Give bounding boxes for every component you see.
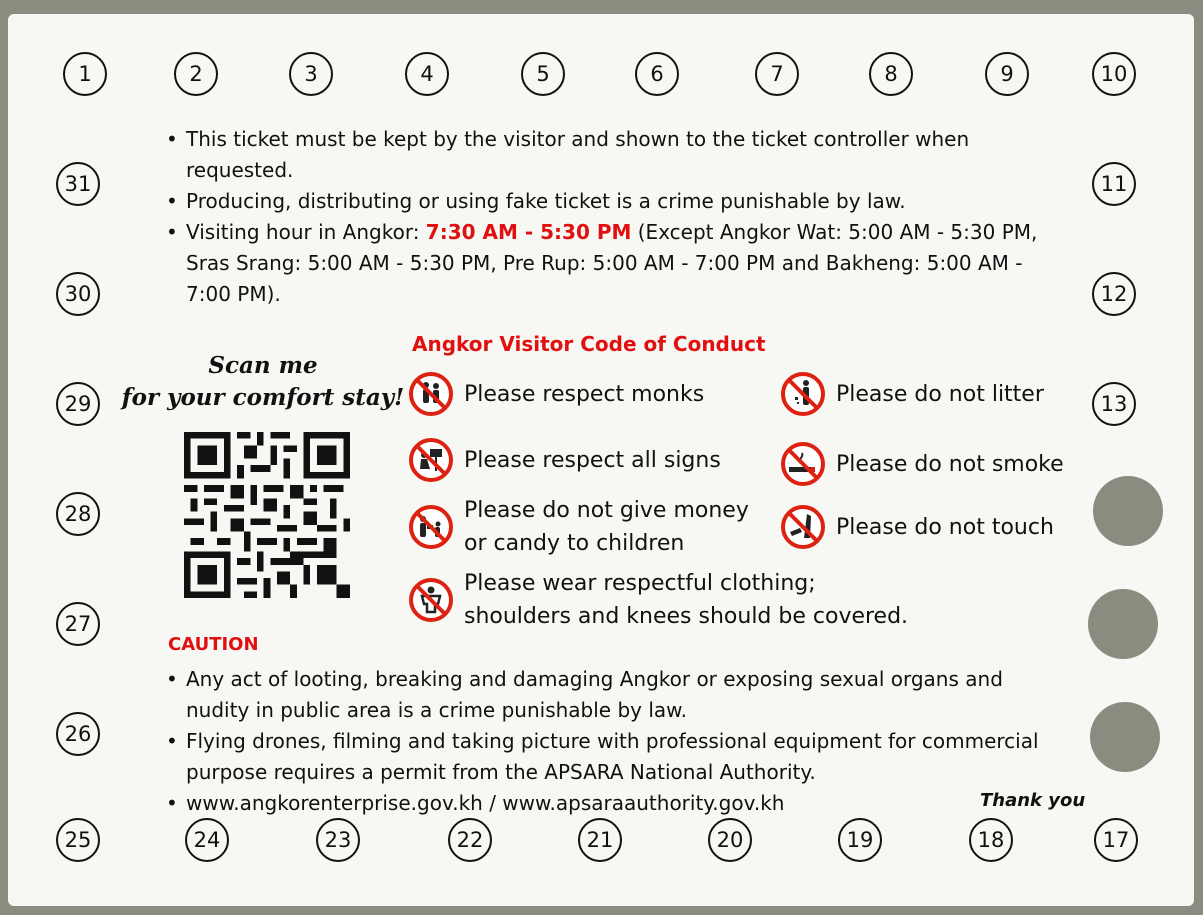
no-litter-icon [780,371,826,417]
punched-hole [1088,589,1158,659]
ticket-number: 6 [635,52,679,96]
ticket-number: 22 [448,818,492,862]
no-smoking-icon [780,441,826,487]
ticket-number: 17 [1094,818,1138,862]
conduct-label: Please do not litter [836,381,1044,407]
scan-line-1: Scan me [208,352,318,379]
ticket-number: 21 [578,818,622,862]
caution-item: • Flying drones, filming and taking picture with professional equipment for commercial purpose requires a permit from the APSARA National Authority. [166,726,1046,788]
no-touching-icon [780,504,826,550]
ticket-number: 30 [56,272,100,316]
ticket-number: 2 [174,52,218,96]
ticket-number: 7 [755,52,799,96]
conduct-item-clothing [408,567,908,633]
ticket-number: 8 [869,52,913,96]
visiting-exceptions: (Except Angkor Wat: 5:00 AM - 5:30 PM, Sras Srang: 5:00 AM - 5:30 PM, Pre Rup: 5:00 AM - 7:00 PM and Bakheng: 5:00 AM - 7:00 PM). [186,220,1038,306]
website-links[interactable]: • www.angkorenterprise.gov.kh / www.apsaraauthority.gov.kh [166,788,1046,819]
punched-hole [1093,476,1163,546]
conduct-item-money [408,494,749,560]
clothing-icon [408,577,454,623]
conduct-label: Please wear respectful clothing; [464,571,816,596]
ticket-number: 18 [969,818,1013,862]
visiting-prefix: Visiting hour in Angkor: [186,220,426,244]
ticket-number: 29 [56,382,100,426]
conduct-label: Please respect all signs [464,447,721,473]
ticket-number: 1 [63,52,107,96]
ticket-number: 13 [1092,382,1136,426]
caution-item: • Any act of looting, breaking and damaging Angkor or exposing sexual organs and nudity in public area is a crime punishable by law. [166,664,1046,726]
rule-item-visiting-hours [166,217,1046,310]
conduct-label: shoulders and knees should be covered. [464,604,909,629]
ticket-number: 4 [405,52,449,96]
conduct-label: Please do not give money [464,498,749,523]
conduct-label-group [464,494,749,560]
conduct-item-litter [780,371,1044,417]
conduct-title: Angkor Visitor Code of Conduct [412,332,766,356]
rule-item: • This ticket must be kept by the visitor and shown to the ticket controller when requested. [166,124,1046,186]
ticket-number: 10 [1092,52,1136,96]
ticket-number: 5 [521,52,565,96]
ticket-number: 24 [185,818,229,862]
ticket-number: 20 [708,818,752,862]
conduct-item-monks [408,371,704,417]
conduct-label: or candy to children [464,531,685,556]
ticket-number: 28 [56,492,100,536]
ticket-rules [166,124,1046,310]
scan-line-2: for your comfort stay! [121,384,405,411]
scan-me-caption [118,350,408,414]
ticket-number: 3 [289,52,333,96]
conduct-item-signs [408,437,721,483]
conduct-item-touch [780,504,1054,550]
conduct-label: Please do not smoke [836,451,1064,477]
ticket-number: 26 [56,712,100,756]
ticket-number: 9 [985,52,1029,96]
caution-title: CAUTION [168,634,259,655]
no-monk-disrespect-icon [408,371,454,417]
ticket-card [8,14,1194,906]
ticket-number: 23 [316,818,360,862]
conduct-label: Please do not touch [836,514,1054,540]
thank-you-text: Thank you [980,790,1086,811]
caution-list [166,664,1046,819]
ticket-number: 11 [1092,162,1136,206]
no-giving-money-icon [408,504,454,550]
no-sign-disrespect-icon [408,437,454,483]
visiting-hours: 7:30 AM - 5:30 PM [425,220,632,244]
ticket-number: 25 [56,818,100,862]
ticket-number: 27 [56,602,100,646]
conduct-item-smoke [780,441,1064,487]
qr-code-icon[interactable] [181,432,353,598]
conduct-label-group [464,567,908,633]
rule-item: • Producing, distributing or using fake ticket is a crime punishable by law. [166,186,1046,217]
punched-hole [1090,702,1160,772]
ticket-number: 12 [1092,272,1136,316]
conduct-label: Please respect monks [464,381,705,407]
ticket-number: 19 [838,818,882,862]
ticket-number: 31 [56,162,100,206]
